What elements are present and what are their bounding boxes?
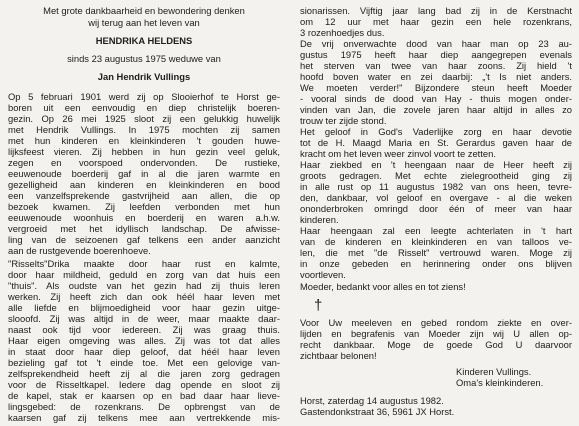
- biography-line: tot de H. Maagd Maria en St. Gerardus gaven haar de: [300, 137, 572, 148]
- biography-line: sionarissen. Vijftig jaar lang bad zij in de Kerstnacht: [300, 5, 572, 16]
- biography-line: groots gedragen. Met echte zielegrootheid ging zij: [300, 170, 572, 181]
- biography-line: eeuwenoude woonhuis en boerderij en waren a.h.w.: [8, 212, 280, 223]
- biography-line: lijksfeest vieren. Zij hebben in hun gezin veel geluk,: [8, 146, 280, 157]
- biography-line: boren uit een eenvoudig en diep christelijk boeren-: [8, 102, 280, 113]
- biography-line: vinden van Jan, die zovele jaren haar altijd in alles zo: [300, 104, 572, 115]
- biography-line: werken. Zij heeft zich dan ook héél haar leven met: [8, 291, 280, 302]
- signature-line: Kinderen Vullings.: [456, 366, 532, 377]
- biography-line: zegen en voorspoed ondervonden. De rustieke,: [8, 157, 280, 168]
- thanks-line: Voor Uw meeleven en gebed rondom ziekte en over-: [300, 317, 572, 328]
- biography-line: slooofd. Zij was altijd in de weer, maar maakte daar-: [8, 313, 280, 324]
- biography-line: "thuis". Als oudste van het gezin had zij thuis leren: [8, 280, 280, 291]
- biography-line: trouw ter zijde stond.: [300, 115, 387, 126]
- biography-line: met Hendrik Vullings. In 1975 mochten zij samen: [8, 124, 280, 135]
- biography-line: ling van de seizoenen gaf telkens een ander aanzicht: [8, 234, 280, 245]
- biography-line: hoofd boven water en zei daarbij: „'t Is niet anders.: [300, 71, 572, 82]
- biography-line: met hun kinderen en kleinkinderen 't gouden huwe-: [8, 135, 280, 146]
- biography-line: van de kinderen en kleinkinderen en van talloos ve-: [300, 236, 572, 247]
- biography-line: aan de rustgevende boerenhoeve.: [8, 245, 151, 256]
- cross-icon: †: [314, 297, 323, 314]
- deceased-name: HENDRIKA HELDENS: [95, 35, 193, 46]
- husband-name: Jan Hendrik Vullings: [97, 71, 191, 82]
- biography-line: door haar mildheid, geduld en zorg van dat huis een: [8, 269, 280, 280]
- biography-line: de kapel, stak er kaarsen op en bad daar haar lieve-: [8, 390, 280, 401]
- biography-line: alle liefde en blijmoedigheid voor haar gezin uitge-: [8, 302, 280, 313]
- biography-line: len, die met "de Risselt" vertrouwd waren. Moge zij: [300, 247, 572, 258]
- biography-line: kinderen.: [300, 214, 339, 225]
- biography-line: gustus 1975 heeft haar diep aangegrepen evenals: [300, 49, 572, 60]
- place-date: Horst, zaterdag 14 augustus 1982.: [300, 395, 444, 406]
- biography-line: het sterven van twee van haar zoons. Zij hield 't: [300, 60, 572, 71]
- header-line-2: wij terug aan het leven van: [88, 17, 200, 28]
- biography-line: in staat door haar diep geloof, dat héél haar leven: [8, 346, 280, 357]
- thanks-line: zichtbaar belonen!: [300, 350, 377, 361]
- biography-line: De vrij onverwachte dood van haar man op 23 au-: [300, 38, 572, 49]
- address: Gastendonkstraat 36, 5961 JX Horst.: [300, 406, 455, 417]
- signature-line: Oma's kleinkinderen.: [456, 377, 544, 388]
- biography-line: naast ook tijd voor iedereen. Zij was graag thuis.: [8, 324, 280, 335]
- biography-line: - vooral sinds de dood van Hay - thuis mogen onder-: [300, 93, 572, 104]
- biography-line: kaarsen gaf zij telkens mee aan vertrekkende mis-: [8, 412, 280, 423]
- biography-line: in alle rust op 11 augustus 1982 van ons heen, tevre-: [300, 181, 572, 192]
- biography-line: zelfsprekendheid heeft zij al die jaren zorg gedragen: [8, 368, 280, 379]
- biography-line: kracht om het leven weer zinvol voort te zetten.: [300, 148, 496, 159]
- biography-line: We moeten verder!" Bijzondere steun heeft Moeder: [300, 82, 572, 93]
- header-line-1: Met grote dankbaarheid en bewondering denken: [43, 5, 245, 16]
- biography-line: Haar ziekbed en 't heengaan naar de Heer heeft zij: [300, 159, 572, 170]
- thanks-line: lijden en begrafenis van Moeder zijn wij U allen op-: [300, 328, 572, 339]
- biography-line: "Risselts"Drika maakte door haar rust en kalmte,: [8, 258, 280, 269]
- biography-line: vergroeid met het idyllisch landschap. De afwisse-: [8, 223, 280, 234]
- biography-line: Haar heengaan zal een leegte achterlaten in 't hart: [300, 225, 572, 236]
- widow-line: sinds 23 augustus 1975 weduwe van: [67, 53, 221, 64]
- biography-line: in onze gebeden en herinnering onder ons blijven: [300, 258, 572, 269]
- farewell-line: Moeder, bedankt voor alles en tot ziens!: [300, 281, 466, 292]
- biography-line: een vanzelfsprekende gastvrijheid aan allen, die op: [8, 190, 280, 201]
- biography-line: Het geloof in God's Vaderlijke zorg en haar devotie: [300, 126, 572, 137]
- biography-line: gezin. Op 26 mei 1925 sloot zij een gelukkig huwelijk: [8, 113, 280, 124]
- biography-line: 3 rozenhoedjes dus.: [300, 27, 385, 38]
- biography-line: om 12 uur met haar gezin een hele rozenkrans,: [300, 16, 572, 27]
- biography-line: ononderbroken omringd door één of meer van haar: [300, 203, 572, 214]
- biography-line: Op 5 februari 1901 werd zij op Slooierhof te Horst ge-: [8, 91, 280, 102]
- biography-line: gezelligheid aan kinderen en kleinkinderen en bood: [8, 179, 280, 190]
- thanks-line: recht dankbaar. Moge de goede God U daarvoor: [300, 339, 572, 350]
- biography-line: voor de Risseltkapel. Iedere dag opende en sloot zij: [8, 379, 280, 390]
- biography-line: eeuwenoude boerderij gaf in al die jaren warmte en: [8, 168, 280, 179]
- biography-line: bezoek kwamen. Zij leefden verbonden met hun: [8, 201, 280, 212]
- biography-line: bezieling gaf tot 't einde toe. Met een gelovige van-: [8, 357, 280, 368]
- biography-line: lingsgebed: de rozenkrans. De opbrengst van de: [8, 401, 280, 412]
- biography-line: voortleven.: [300, 269, 346, 280]
- biography-line: Haar eigen omgeving was alles. Zij was tot dat alles: [8, 335, 280, 346]
- biography-line: den, dankbaar, vol geloof en overgave - al die weken: [300, 192, 572, 203]
